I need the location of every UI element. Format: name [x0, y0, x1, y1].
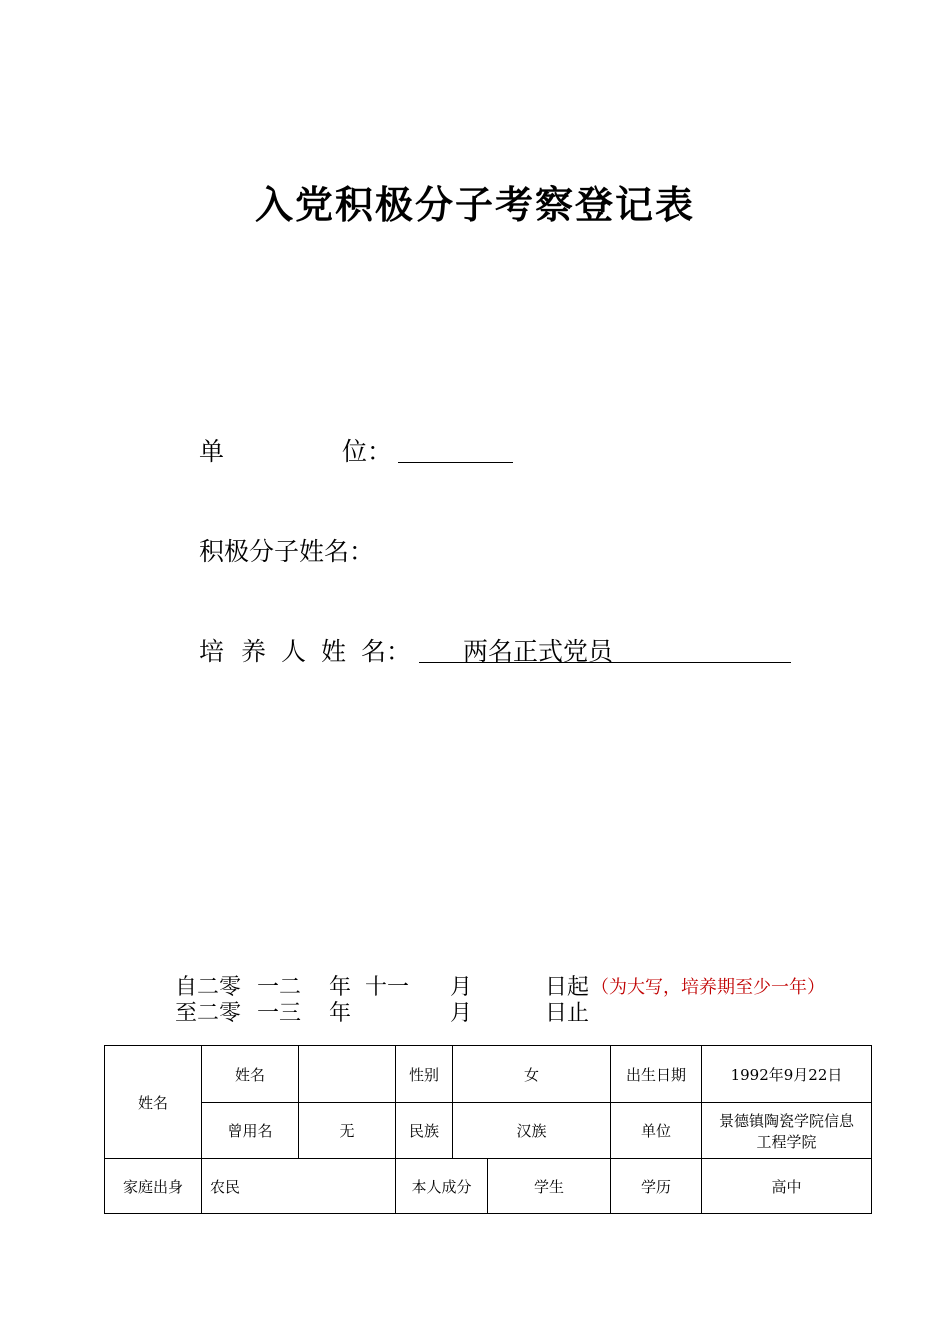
family-origin-label: 家庭出身	[105, 1159, 202, 1214]
from-year-unit: 年	[329, 975, 352, 1000]
name-group-label: 姓名	[105, 1046, 202, 1159]
page-title: 入党积极分子考察登记表	[254, 182, 695, 227]
ethnicity-value[interactable]: 汉族	[453, 1103, 611, 1159]
activist-name-label: 积极分子姓名：	[199, 537, 375, 566]
period-note: （为大写，培养期至少一年）	[591, 977, 825, 998]
trainer-value-line[interactable]	[419, 632, 791, 666]
table-row	[105, 1046, 872, 1103]
unit-value-line-1: 景德镇陶瓷学院信息	[718, 1111, 854, 1130]
unit-label-2: 位：	[342, 437, 393, 466]
from-year: 一二	[257, 975, 302, 1000]
to-day-unit: 日止	[545, 1001, 590, 1026]
trainer-label-char: 养	[241, 637, 267, 666]
personal-info-table	[104, 1045, 872, 1214]
name-label: 姓名	[202, 1046, 299, 1103]
trainer-value: 两名正式党员	[463, 637, 614, 666]
education-label: 学历	[611, 1159, 702, 1214]
unit-blank-line[interactable]	[398, 462, 513, 463]
unit-label: 单位	[611, 1103, 702, 1159]
former-name-value[interactable]: 无	[299, 1103, 396, 1159]
former-name-label: 曾用名	[202, 1103, 299, 1159]
from-month-unit: 月	[450, 975, 473, 1000]
name-value-cell[interactable]	[299, 1046, 396, 1103]
unit-value[interactable]	[702, 1103, 872, 1159]
table-row	[105, 1103, 872, 1159]
family-origin-value[interactable]: 农民	[202, 1159, 396, 1214]
birth-date-label: 出生日期	[611, 1046, 702, 1103]
to-month-unit: 月	[450, 1001, 473, 1026]
trainer-label-char: 人	[281, 637, 307, 666]
ethnicity-label: 民族	[396, 1103, 453, 1159]
activist-name-field	[199, 532, 374, 568]
trainer-label-char: 培	[199, 637, 225, 666]
to-year-unit: 年	[329, 1001, 352, 1026]
birth-date-value[interactable]: 1992年9月22日	[702, 1046, 872, 1103]
personal-status-label: 本人成分	[396, 1159, 488, 1214]
unit-label-1: 单	[199, 437, 225, 466]
trainer-label-char: 名：	[361, 637, 412, 666]
education-value[interactable]: 高中	[702, 1159, 872, 1214]
gender-label: 性别	[396, 1046, 453, 1103]
gender-value[interactable]: 女	[453, 1046, 611, 1103]
from-prefix: 自二零	[175, 975, 242, 1000]
to-year: 一三	[257, 1001, 302, 1026]
to-prefix: 至二零	[175, 1001, 242, 1026]
table-row	[105, 1159, 872, 1214]
trainer-label-char: 姓	[321, 637, 347, 666]
personal-status-value[interactable]: 学生	[488, 1159, 611, 1214]
from-month: 十一	[365, 975, 410, 1000]
from-day-unit: 日起	[545, 975, 590, 1000]
unit-value-line-2: 工程学院	[756, 1132, 817, 1151]
